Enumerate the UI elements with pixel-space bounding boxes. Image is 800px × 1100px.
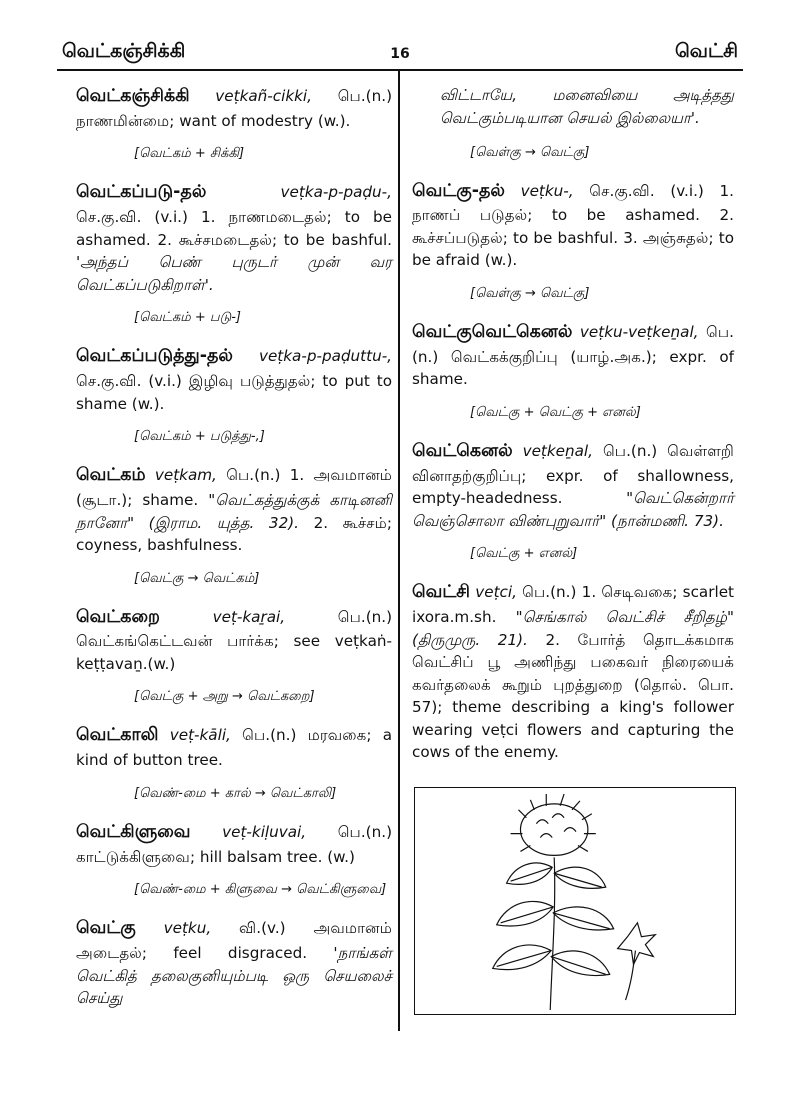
definition-sense-2: 2. கூச்சம்; coyness, bashfulness.	[76, 513, 392, 555]
etymology: [வெட்கம் + படுத்து-,]	[134, 429, 265, 445]
definition: பெ.(n.) 1. அவமானம் (சூடா.); shame.	[76, 466, 393, 510]
etymology: [வெட்கு + எனல்]	[470, 546, 578, 562]
headword: வெட்கறை	[76, 606, 160, 627]
headword: வெட்குவெட்கெனல்	[412, 321, 573, 342]
definition: பெ.(n.) வெட்கங்கெட்டவன் பார்க்க; see veṭkaṅ-keṭṭavaṉ.(w.)	[76, 607, 393, 673]
definition: செ.கு.வி. (v.i.) 1. நாணப் படுதல்; to be ashamed. 2. கூச்சப்படுதல்; to be bashful. 3. அஞ்சுதல்; to be afraid (w.).	[412, 181, 734, 270]
headword: வெட்கு	[76, 918, 136, 939]
definition: பெ.(n.) காட்டுக்கிளுவை; hill balsam tree. (w.)	[76, 822, 392, 866]
left-column	[76, 84, 392, 1020]
column-divider	[398, 71, 400, 1031]
dictionary-entry	[76, 463, 392, 556]
transliteration: veṭkam,	[154, 466, 217, 485]
headword: வெட்காலி	[76, 725, 159, 746]
definition: பெ.(n.) வெள்ளறி வினாதற்குறிப்பு; expr. of shallowness, empty-headedness.	[412, 441, 735, 508]
quotation: 'அந்தப் பெண் புருடர் முன் வர வெட்கப்படுகிறாள்'.	[76, 253, 392, 294]
headword: வெட்கிளுவை	[76, 821, 191, 842]
etymology: [வெண்-மை + கிளுவை → வெட்கிளுவை]	[134, 882, 387, 898]
transliteration: veṭkañ-cikki,	[215, 87, 312, 105]
dictionary-entry	[412, 439, 734, 532]
flower-cluster	[511, 794, 596, 855]
transliteration: veṭci,	[475, 583, 517, 602]
quotation: "வெட்கத்துக்குக் காடினனி நானோ" (இராம. யுத்த. 32).	[76, 491, 392, 532]
transliteration: veṭ-kāli,	[169, 726, 231, 745]
headword: வெட்சி	[412, 582, 471, 603]
dictionary-entry	[412, 179, 734, 272]
transliteration: veṭ-kaṟai,	[212, 607, 286, 626]
headword: வெட்கப்படு-தல்	[76, 182, 207, 203]
definition: பெ.(n.) நாணமின்மை; want of modestry (w.).	[76, 87, 392, 130]
transliteration: veṭka-p-paḍuttu-,	[258, 347, 392, 366]
etymology: [வெண்-மை + கால் → வெட்காலி]	[134, 785, 337, 801]
dictionary-entry	[76, 344, 392, 415]
transliteration: veṭ-kiḷuvai,	[222, 822, 307, 841]
definition: பெ.(n.) மரவகை; a kind of button tree.	[76, 726, 393, 770]
running-head-right: வெட்சி	[675, 40, 738, 62]
ixora-plant-drawing-icon	[415, 788, 735, 1014]
dictionary-entry	[412, 580, 734, 763]
headword: வெட்கெனல்	[412, 440, 513, 461]
running-head-left: வெட்கஞ்சிக்கி	[62, 40, 186, 62]
single-flower	[618, 923, 656, 1000]
definition-sense-2: 2. போர்த் தொடக்கமாக வெட்சிப் பூ அணிந்து பகைவர் நிரையைக் கவர்தலைக் கூறும் புறத்துறை (தொல். பொ. 57); theme describing a king's follower wearing veṭci flowers and capturing the cows of the enemy.	[412, 630, 735, 762]
quotation-continuation: விட்டாயே, மனைவியை அடித்தது வெட்கும்படியான செயல் இல்லையா'.	[440, 86, 734, 128]
definition: வி.(v.) அவமானம் அடைதல்; feel disgraced.	[76, 919, 392, 963]
transliteration: veṭku,	[163, 919, 212, 938]
dictionary-entry	[412, 320, 734, 391]
transliteration: veṭka-p-paḍu-,	[280, 183, 392, 202]
etymology: [வெட்கு → வெட்கம்]	[134, 570, 260, 586]
right-column	[412, 84, 734, 774]
definition: பெ.(n.) வெட்கக்குறிப்பு (யாழ்.அக.); expr. of shame.	[412, 322, 734, 389]
etymology: [வெட்கம் + படு-]	[134, 310, 241, 326]
page-number: 16	[390, 46, 410, 62]
quotation: 'நாங்கள் வெட்கித் தலைகுனியும்படி ஒரு செயலைச் செய்து	[76, 944, 392, 1008]
header-rule	[57, 69, 743, 71]
plant-stem	[550, 857, 555, 1010]
dictionary-entry	[76, 916, 392, 1009]
headword: வெட்கம்	[76, 465, 146, 486]
quotation: "செங்கால் வெட்சிச் சீறிதழ்" (திருமுரு. 21).	[412, 608, 734, 649]
transliteration: veṭku-veṭkeṉal,	[579, 322, 699, 341]
etymology: [வெள்கு → வெட்கு]	[470, 144, 590, 160]
dictionary-entry	[76, 723, 392, 771]
definition: செ.கு.வி. (v.i.) 1. நாணமடைதல்; to be ashamed. 2. கூச்சமடைதல்; to be bashful.	[76, 208, 392, 249]
transliteration: veṭkeṉal,	[522, 441, 593, 460]
etymology: [வெட்கு + அறு → வெட்கறை]	[134, 689, 315, 705]
headword: வெட்கஞ்சிக்கி	[76, 86, 190, 106]
transliteration: veṭku-,	[520, 181, 574, 200]
quotation: "வெட்கென்றார் வெஞ்சொலா விண்புறுவார்" (நான்மணி. 73).	[412, 489, 734, 530]
headword: வெட்கப்படுத்து-தல்	[76, 346, 233, 367]
definition: செ.கு.வி. (v.i.) இழிவு படுத்துதல்; to put to shame (w.).	[76, 372, 392, 413]
dictionary-entry	[76, 180, 392, 296]
etymology: [வெள்கு → வெட்கு]	[470, 285, 590, 301]
headword: வெட்கு-தல்	[412, 180, 505, 201]
leaves	[493, 863, 614, 976]
etymology: [வெட்கம் + சிக்கி]	[134, 146, 245, 162]
etymology: [வெட்கு + வெட்கு + எனல்]	[470, 404, 641, 420]
dictionary-entry	[76, 820, 392, 868]
ixora-illustration	[414, 787, 736, 1015]
dictionary-entry	[76, 605, 392, 676]
definition: பெ.(n.) 1. செடிவகை; scarlet ixora.m.sh.	[412, 583, 734, 627]
dictionary-entry	[76, 84, 392, 132]
